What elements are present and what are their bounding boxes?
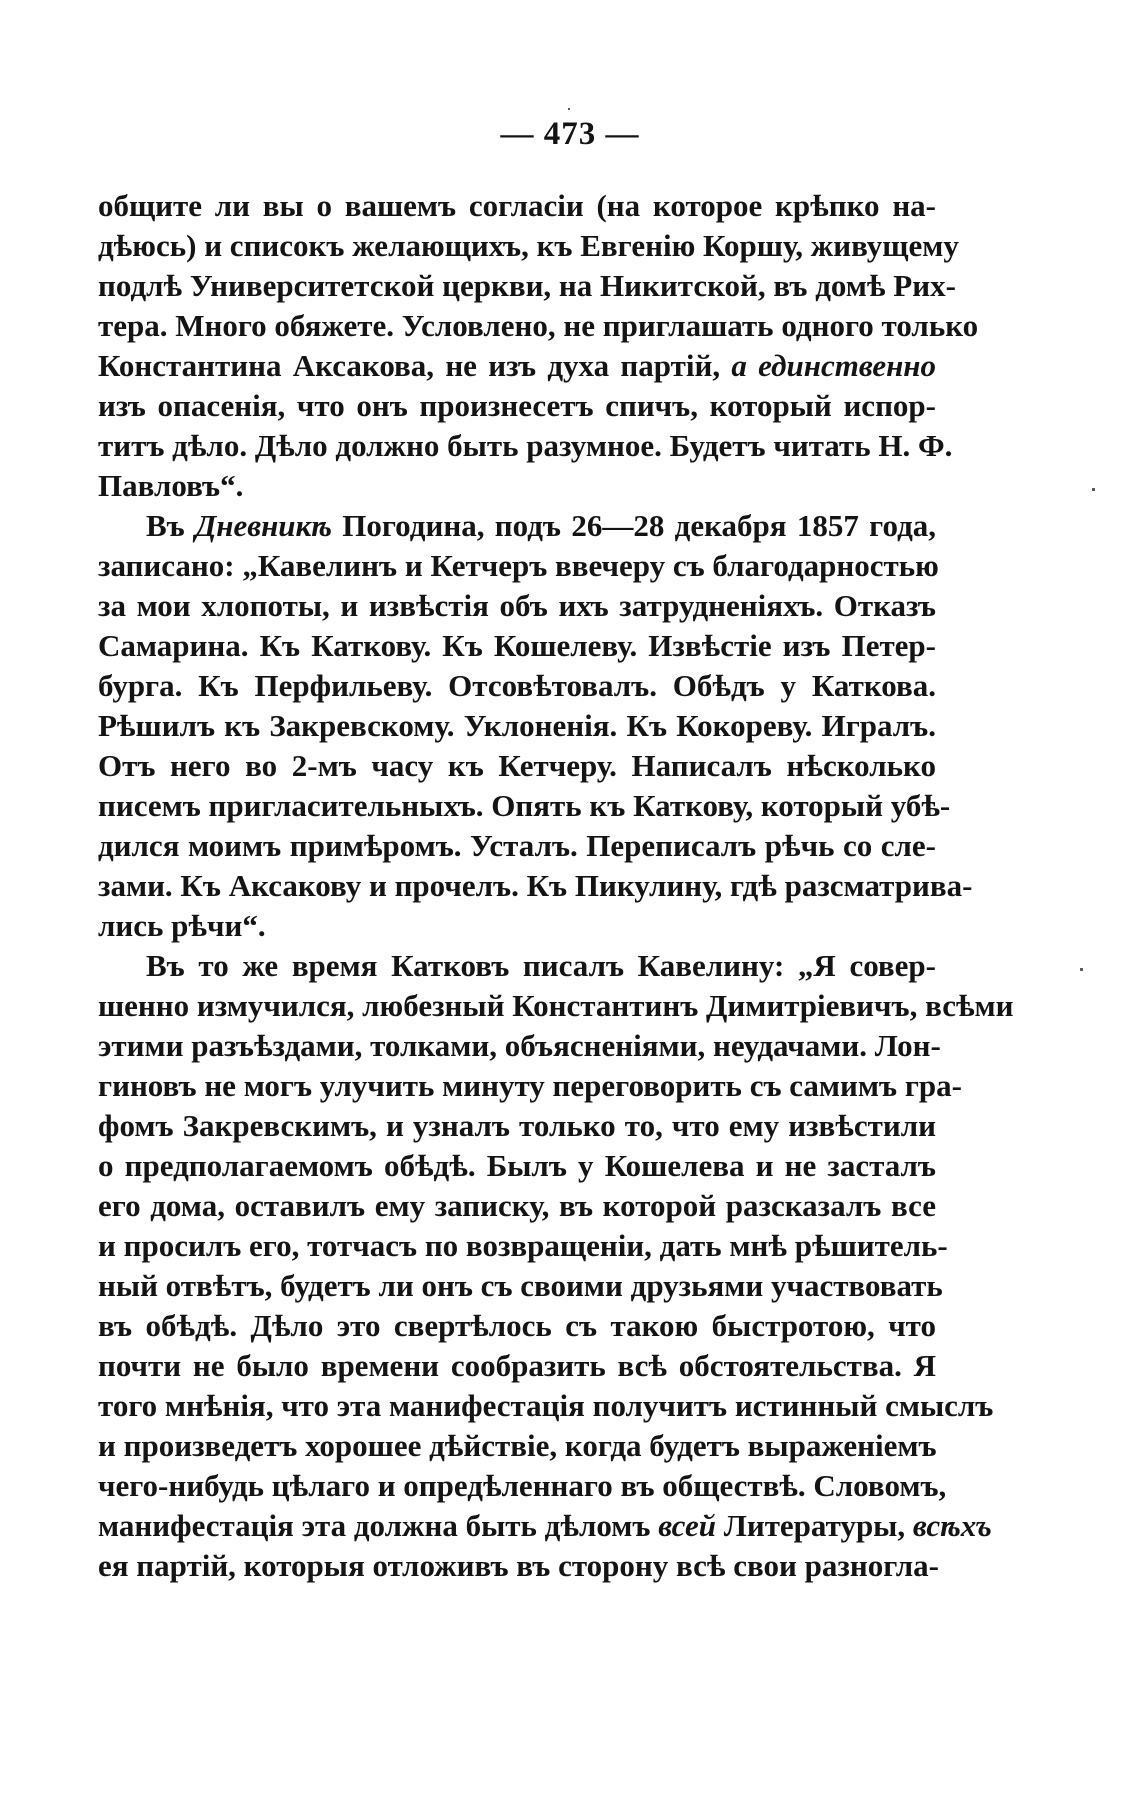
text-run: почти не было времени сообразить всѣ обстоятельства. Я <box>98 1348 936 1383</box>
text-run: бурга. Къ Перфильеву. Отсовѣтовалъ. Обѣдъ у Каткова. <box>98 668 936 703</box>
text-run: Отъ него во 2-мъ часу къ Кетчеру. Написалъ нѣсколько <box>98 748 936 783</box>
text-run: того мнѣнія, что эта манифестація получитъ истинный смыслъ <box>98 1388 994 1423</box>
text-run: изъ опасенія, что онъ произнесетъ спичъ, который испор- <box>98 388 936 423</box>
text-line <box>98 586 936 626</box>
text-run: общите ли вы о вашемъ согласіи (на которое крѣпко на- <box>98 188 936 223</box>
text-line <box>98 506 936 546</box>
text-line <box>98 546 939 586</box>
text-line <box>98 1346 936 1386</box>
text-line <box>98 1066 962 1106</box>
text-run: писемъ пригласительныхъ. Опять къ Каткову, который убѣ- <box>98 788 951 823</box>
text-line <box>98 1506 992 1546</box>
text-run: Павловъ“. <box>98 468 244 503</box>
paragraph-1 <box>98 186 979 506</box>
text-run: чего-нибудь цѣлаго и опредѣленнаго въ обществѣ. Словомъ, <box>98 1468 947 1503</box>
text-run: манифестація эта должна быть дѣломъ <box>98 1508 659 1543</box>
text-run: ный отвѣтъ, будетъ ли онъ съ своими друзьями участвовать <box>98 1268 943 1303</box>
text-line <box>98 1226 948 1266</box>
text-run: тера. Много обяжете. Условлено, не приглашать одного только <box>98 308 979 343</box>
text-run: лись рѣчи“. <box>98 908 266 943</box>
text-line <box>98 906 936 946</box>
text-run: дился моимъ примѣромъ. Усталъ. Переписалъ рѣчь со сле- <box>98 828 936 863</box>
text-line <box>98 386 936 426</box>
text-line <box>98 826 936 866</box>
text-line <box>98 1106 936 1146</box>
text-run: и просилъ его, тотчасъ по возвращеніи, дать мнѣ рѣшитель- <box>98 1228 948 1263</box>
body-text <box>98 186 1014 1586</box>
text-line <box>98 466 936 506</box>
italic-run: а единственно <box>731 348 936 383</box>
text-line <box>98 1146 936 1186</box>
text-line <box>98 666 936 706</box>
text-run: за мои хлопоты, и извѣстія объ ихъ затрудненіяхъ. Отказъ <box>98 588 936 623</box>
paragraph-3 <box>98 946 1014 1586</box>
text-line <box>98 626 936 666</box>
text-run: Въ <box>146 508 196 543</box>
text-run: Погодина, подъ 26—28 декабря 1857 года, <box>331 508 937 543</box>
text-run: его дома, оставилъ ему записку, въ которой разсказалъ все <box>98 1188 936 1223</box>
text-line <box>98 1386 994 1426</box>
text-line <box>98 786 951 826</box>
text-run: Въ то же время Катковъ писалъ Кавелину: „Я совер- <box>146 948 936 983</box>
text-line <box>98 946 936 986</box>
italic-run: Дневникѣ <box>195 508 332 543</box>
text-run: подлѣ Университетской церкви, на Никитской, въ домѣ Рих- <box>98 268 956 303</box>
text-line <box>98 1026 941 1066</box>
text-run: и произведетъ хорошее дѣйствіе, когда будетъ выраженіемъ <box>98 1428 937 1463</box>
page-number: — 473 — <box>500 116 640 152</box>
text-line <box>98 866 973 906</box>
text-line <box>98 266 956 306</box>
text-line <box>98 1546 939 1586</box>
text-run: о предполагаемомъ обѣдѣ. Былъ у Кошелева и не засталъ <box>98 1148 936 1183</box>
text-line <box>98 346 936 386</box>
text-run: Самарина. Къ Каткову. Къ Кошелеву. Извѣстіе изъ Петер- <box>98 628 936 663</box>
italic-run: всей <box>658 1508 716 1543</box>
text-run: фомъ Закревскимъ, и узналъ только то, что ему извѣстили <box>98 1108 936 1143</box>
text-line <box>98 746 936 786</box>
italic-run: всѣхъ <box>912 1508 992 1543</box>
text-line <box>98 426 953 466</box>
text-line <box>98 1466 947 1506</box>
scan-speck <box>1092 488 1095 491</box>
text-run: записано: „Кавелинъ и Кетчеръ ввечеру съ благодарностью <box>98 548 939 583</box>
text-line <box>98 306 979 346</box>
scan-speck <box>568 108 570 110</box>
text-line <box>98 1186 936 1226</box>
text-line <box>98 186 936 226</box>
text-run: ея партій, которыя отложивъ въ сторону всѣ свои разногла- <box>98 1548 939 1583</box>
text-line <box>98 1306 936 1346</box>
text-run: дѣюсь) и списокъ желающихъ, къ Евгенію Коршу, живущему <box>98 228 959 263</box>
text-line <box>98 226 959 266</box>
text-run: этими разъѣздами, толками, объясненіями, неудачами. Лон- <box>98 1028 941 1063</box>
text-run: шенно измучился, любезный Константинъ Димитріевичъ, всѣми <box>98 988 1014 1023</box>
text-line <box>98 1266 943 1306</box>
text-run: Константина Аксакова, не изъ духа партій, <box>98 348 732 383</box>
text-line <box>98 986 1014 1026</box>
paragraph-2 <box>98 506 973 946</box>
text-line <box>98 1426 936 1466</box>
text-run: гиновъ не могъ улучить минуту переговорить съ самимъ гра- <box>98 1068 962 1103</box>
text-run: въ обѣдѣ. Дѣло это свертѣлось съ такою быстротою, что <box>98 1308 936 1343</box>
scan-speck <box>1080 968 1083 971</box>
text-run: Рѣшилъ къ Закревскому. Уклоненія. Къ Кокореву. Игралъ. <box>98 708 936 743</box>
text-run: зами. Къ Аксакову и прочелъ. Къ Пикулину, гдѣ разсматрива- <box>98 868 973 903</box>
text-run: Литературы, <box>715 1508 913 1543</box>
text-line <box>98 706 936 746</box>
text-run: титъ дѣло. Дѣло должно быть разумное. Будетъ читать Н. Ф. <box>98 428 953 463</box>
